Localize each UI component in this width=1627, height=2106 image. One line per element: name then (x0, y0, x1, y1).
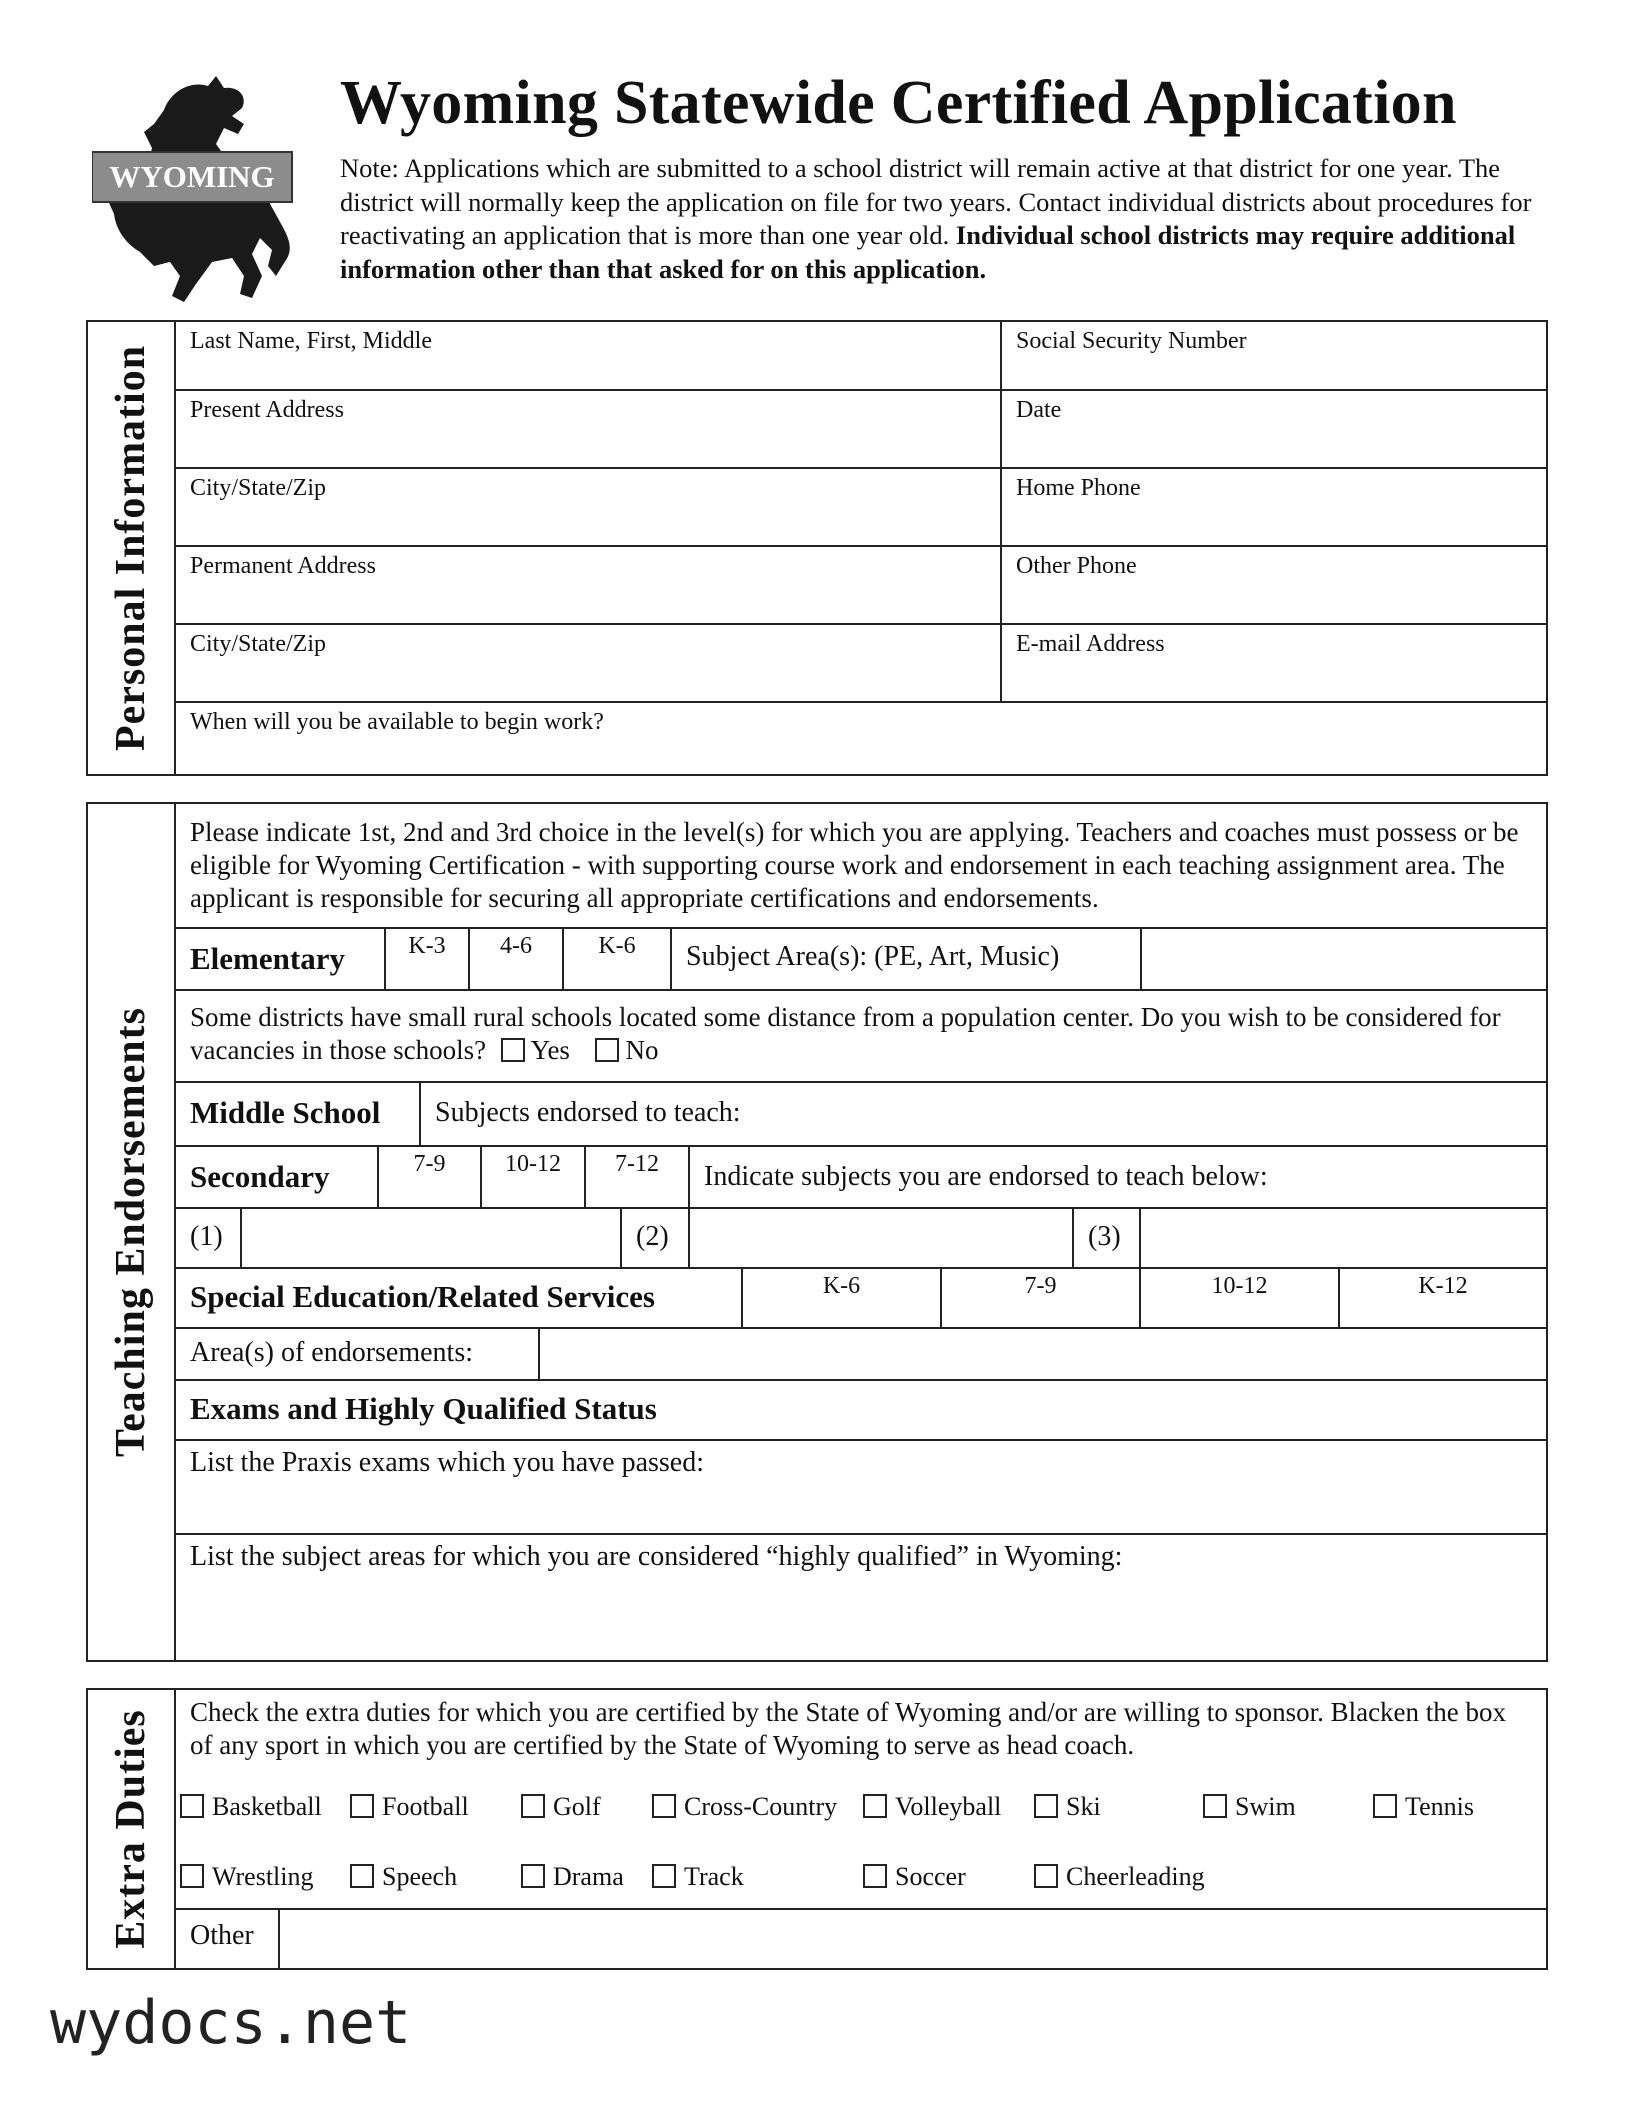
duty-volleyball[interactable]: Volleyball (863, 1792, 1001, 1822)
duty-cross-country[interactable]: Cross-Country (652, 1792, 837, 1822)
personal-information-section (86, 320, 1548, 776)
duty-basketball[interactable]: Basketball (180, 1792, 322, 1822)
special-education-row (176, 1269, 1546, 1329)
secondary-7-9-box[interactable]: 7-9 (379, 1147, 482, 1207)
duty-tennis[interactable]: Tennis (1373, 1792, 1474, 1822)
duty-golf[interactable]: Golf (521, 1792, 601, 1822)
highly-qualified-row[interactable] (176, 1535, 1546, 1660)
note-bold: Individual school districts may require additional information other than that asked for on this application. (340, 220, 1516, 284)
duty-drama[interactable]: Drama (521, 1862, 624, 1892)
email-field[interactable]: E-mail Address (1016, 631, 1165, 657)
praxis-row[interactable] (176, 1441, 1546, 1535)
city1-row (176, 469, 1546, 547)
secondary-choices-row (176, 1209, 1546, 1269)
teaching-endorsements-section (86, 802, 1548, 1662)
checkbox-basketball[interactable] (180, 1794, 204, 1818)
elementary-k3-box[interactable]: K-3 (386, 929, 470, 989)
duty-track[interactable]: Track (652, 1862, 744, 1892)
checkbox-volleyball[interactable] (863, 1794, 887, 1818)
ssn-field[interactable]: Social Security Number (1016, 328, 1247, 354)
permanent-city-state-zip-field[interactable]: City/State/Zip (176, 625, 1002, 701)
extra-duties-section-label: Extra Duties (88, 1690, 176, 1968)
middle-subjects-field[interactable]: Subjects endorsed to teach: (435, 1097, 741, 1128)
elementary-label-cell: Elementary (176, 929, 386, 989)
teaching-intro-text: Please indicate 1st, 2nd and 3rd choice in the level(s) for which you are applying. Teachers and coaches must possess or be eligible for Wyoming Certification - with supporting course work and endorsement in each teaching assignment area. The applicant is responsible for securing all appropriate certifications and endorsements. (190, 817, 1519, 913)
other-input[interactable] (280, 1910, 1546, 1968)
secondary-label-cell: Secondary (176, 1147, 379, 1207)
checkbox-swim[interactable] (1203, 1794, 1227, 1818)
exams-heading-row (176, 1381, 1546, 1441)
rural-row (176, 991, 1546, 1083)
duty-swim[interactable]: Swim (1203, 1792, 1296, 1822)
teaching-section-label: Teaching Endorsements (88, 804, 176, 1660)
personal-section-label: Personal Information (88, 322, 176, 774)
elementary-row (176, 929, 1546, 991)
extra-duties-intro: Check the extra duties for which you are certified by the State of Wyoming and/or are willing to sponsor. Blacken the box of any sport in which you are certified by the State of Wyoming to serve as head coach. (190, 1697, 1507, 1760)
secondary-row (176, 1147, 1546, 1209)
duty-ski[interactable]: Ski (1034, 1792, 1101, 1822)
date-field[interactable]: Date (1016, 397, 1062, 423)
middle-school-row (176, 1083, 1546, 1147)
available-date-field[interactable]: When will you be available to begin work? (190, 709, 604, 735)
city-state-zip-field[interactable]: City/State/Zip (176, 469, 1002, 545)
checkbox-ski[interactable] (1034, 1794, 1058, 1818)
choice-2-input[interactable] (690, 1209, 1074, 1267)
name-row (176, 322, 1546, 391)
present-address-row (176, 391, 1546, 469)
checkbox-drama[interactable] (521, 1864, 545, 1888)
choice-3-input[interactable] (1141, 1209, 1546, 1267)
checkbox-speech[interactable] (350, 1864, 374, 1888)
other-label-cell: Other (176, 1910, 280, 1968)
secondary-7-12-box[interactable]: 7-12 (586, 1147, 690, 1207)
sped-7-9-box[interactable]: 7-9 (942, 1269, 1141, 1327)
rural-question: Some districts have small rural schools located some distance from a population center. Do you wish to be considered for vacancies in those schools? Yes No (190, 1002, 1501, 1065)
elementary-subject-input[interactable] (1142, 929, 1546, 989)
teaching-intro-row (176, 804, 1546, 929)
areas-input[interactable] (540, 1329, 1546, 1379)
rural-yes-label: Yes (530, 1035, 570, 1065)
duty-soccer[interactable]: Soccer (863, 1862, 966, 1892)
checkbox-golf[interactable] (521, 1794, 545, 1818)
choice-3-label: (3) (1074, 1209, 1141, 1267)
choice-2-label: (2) (622, 1209, 690, 1267)
extra-duties-section (86, 1688, 1548, 1970)
city2-row (176, 625, 1546, 703)
sped-k12-box[interactable]: K-12 (1418, 1273, 1468, 1299)
checkbox-tennis[interactable] (1373, 1794, 1397, 1818)
sped-k6-box[interactable]: K-6 (743, 1269, 942, 1327)
duty-speech[interactable]: Speech (350, 1862, 457, 1892)
praxis-label: List the Praxis exams which you have passed: (190, 1447, 705, 1478)
wyoming-bucking-horse-logo (92, 70, 302, 305)
duty-football[interactable]: Football (350, 1792, 469, 1822)
sped-10-12-box[interactable]: 10-12 (1141, 1269, 1340, 1327)
checkbox-football[interactable] (350, 1794, 374, 1818)
rural-yes-checkbox[interactable] (501, 1038, 525, 1062)
areas-label-cell: Area(s) of endorsements: (176, 1329, 540, 1379)
application-note (340, 152, 1550, 286)
highly-qualified-label: List the subject areas for which you are considered “highly qualified” in Wyoming: (190, 1541, 1123, 1572)
rural-no-checkbox[interactable] (595, 1038, 619, 1062)
present-address-field[interactable]: Present Address (176, 391, 1002, 467)
special-education-label-cell: Special Education/Related Services (176, 1269, 743, 1327)
checkbox-soccer[interactable] (863, 1864, 887, 1888)
choice-1-label: (1) (176, 1209, 242, 1267)
checkbox-track[interactable] (652, 1864, 676, 1888)
secondary-indicate-cell: Indicate subjects you are endorsed to teach below: (704, 1161, 1268, 1192)
elementary-4-6-box[interactable]: 4-6 (470, 929, 564, 989)
middle-school-label-cell: Middle School (176, 1083, 421, 1145)
checkbox-wrestling[interactable] (180, 1864, 204, 1888)
watermark: wydocs.net (50, 1988, 412, 2058)
duty-cheerleading[interactable]: Cheerleading (1034, 1862, 1205, 1892)
logo-text: WYOMING (109, 159, 275, 194)
note-regular: Note: Applications which are submitted to a school district will remain active at that district for one year. The district will normally keep the application on file for two years. Contact individual districts about procedures for reactivating an application that is more than one year old. (340, 153, 1532, 250)
areas-row (176, 1329, 1546, 1381)
permanent-address-row (176, 547, 1546, 625)
home-phone-field[interactable]: Home Phone (1016, 475, 1141, 501)
available-row (176, 703, 1546, 774)
elementary-k6-box[interactable]: K-6 (564, 929, 672, 989)
permanent-address-field[interactable]: Permanent Address (176, 547, 1002, 623)
rural-no-label: No (625, 1035, 659, 1065)
elementary-subject-label-cell: Subject Area(s): (PE, Art, Music) (672, 929, 1142, 989)
checkbox-cheerleading[interactable] (1034, 1864, 1058, 1888)
choice-1-input[interactable] (242, 1209, 622, 1267)
secondary-10-12-box[interactable]: 10-12 (482, 1147, 586, 1207)
exams-heading: Exams and Highly Qualified Status (190, 1391, 657, 1426)
other-phone-field[interactable]: Other Phone (1016, 553, 1137, 579)
name-field[interactable]: Last Name, First, Middle (176, 322, 1002, 389)
other-row (176, 1908, 1546, 1968)
checkbox-cross-country[interactable] (652, 1794, 676, 1818)
page-title: Wyoming Statewide Certified Application (340, 69, 1457, 137)
duty-wrestling[interactable]: Wrestling (180, 1862, 314, 1892)
